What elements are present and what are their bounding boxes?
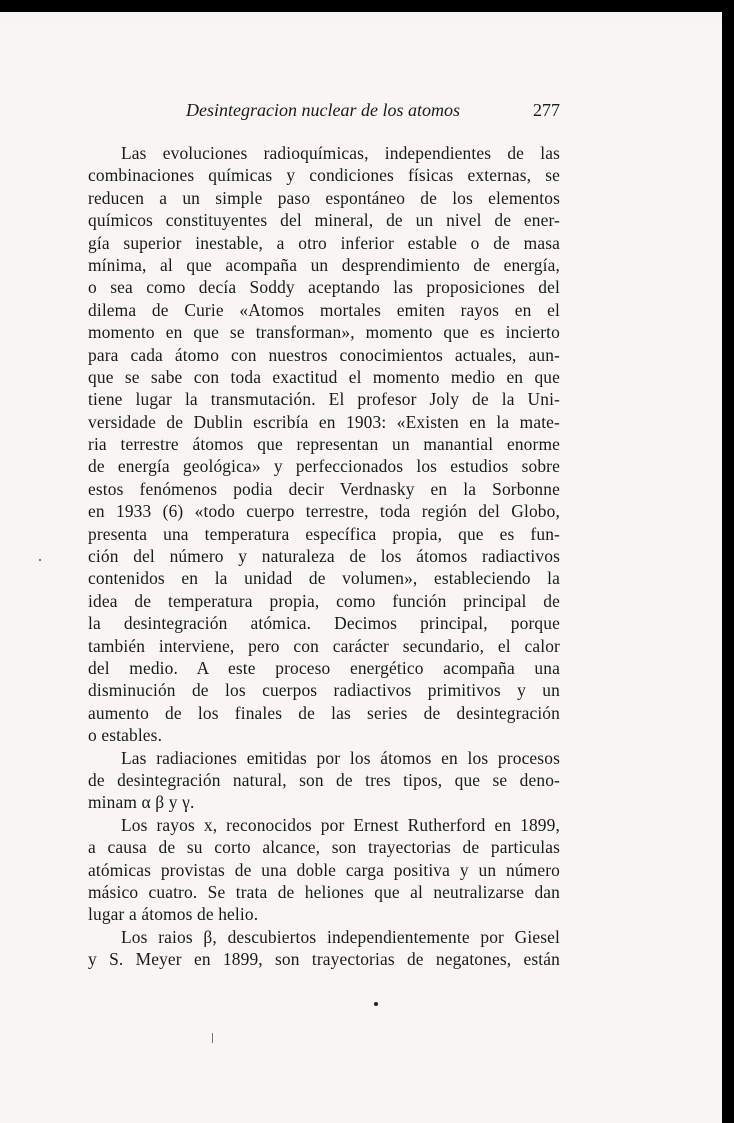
text-line: versidade de Dublin escribía en 1903: «Existen en la mate-: [88, 411, 560, 432]
text-line: disminución de los cuerpos radiactivos primitivos y un: [88, 680, 560, 701]
text-line: y S. Meyer en 1899, son trayectorias de negatones, están: [88, 949, 560, 970]
text-line: o sea como decía Soddy aceptando las proposiciones del: [88, 277, 560, 298]
text-line: contenidos en la unidad de volumen», estableciendo la: [88, 568, 560, 589]
text-line: lugar a átomos de helio.: [88, 904, 259, 925]
text-line: másico cuatro. Se trata de heliones que al neutralizarse dan: [88, 881, 560, 902]
text-line: reducen a un simple paso espontáneo de los elementos: [88, 187, 560, 208]
text-line: para cada átomo con nuestros conocimientos actuales, aun-: [88, 344, 560, 365]
scan-speck: [374, 1002, 378, 1006]
text-line: tiene lugar la transmutación. El profesor Joly de la Uni-: [88, 389, 560, 410]
text-line: atómicas provistas de una doble carga positiva y un número: [88, 859, 560, 880]
text-line: presenta una temperatura específica propia, que es fun-: [88, 523, 560, 544]
page-header: [186, 100, 560, 124]
text-line: a causa de su corto alcance, son trayectorias de particulas: [88, 837, 560, 858]
text-line: en 1933 (6) «todo cuerpo terrestre, toda región del Globo,: [88, 501, 560, 522]
text-line: también interviene, pero con carácter secundario, el calor: [88, 635, 560, 656]
running-title: Desintegracion nuclear de los atomos: [186, 100, 460, 120]
text-line: o estables.: [88, 725, 163, 746]
book-page: [0, 24, 722, 1123]
text-line: minam α β y γ.: [88, 792, 195, 813]
text-line: dilema de Curie «Atomos mortales emiten rayos en el: [88, 299, 560, 320]
text-line: mínima, al que acompaña un desprendimiento de energía,: [88, 254, 560, 275]
text-line: químicos constituyentes del mineral, de un nivel de ener-: [88, 210, 560, 231]
text-line: estos fenómenos podia decir Verdnasky en la Sorbonne: [88, 478, 560, 499]
text-line: idea de temperatura propia, como función principal de: [88, 590, 560, 611]
text-line: gía superior inestable, a otro inferior estable o de masa: [88, 232, 560, 253]
page-number: 277: [533, 100, 560, 120]
text-line: combinaciones químicas y condiciones físicas externas, se: [88, 165, 560, 186]
text-line: ria terrestre átomos que representan un manantial enorme: [88, 434, 560, 455]
text-line: del medio. A este proceso energético acompaña una: [88, 657, 560, 678]
text-line: momento en que se transforman», momento que es incierto: [88, 322, 560, 343]
text-line: Los raios β, descubiertos independientemente por Giesel: [121, 926, 560, 947]
text-line: ción del número y naturaleza de los átomos radiactivos: [88, 546, 560, 567]
text-line: Las evoluciones radioquímicas, independientes de las: [121, 143, 560, 163]
scan-speck: [212, 1033, 213, 1043]
text-line: Las radiaciones emitidas por los átomos en los procesos: [121, 747, 560, 768]
body-text: [88, 142, 560, 970]
text-line: Los rayos x, reconocidos por Ernest Rutherford en 1899,: [121, 814, 560, 835]
text-line: aumento de los finales de las series de desintegración: [88, 702, 560, 723]
text-line: la desintegración atómica. Decimos principal, porque: [88, 613, 560, 634]
text-line: de energía geológica» y perfeccionados los estudios sobre: [88, 456, 560, 477]
text-line: que se sabe con toda exactitud el momento medio en que: [88, 366, 560, 387]
scan-speck: [39, 559, 41, 561]
text-line: de desintegración natural, son de tres tipos, que se deno-: [88, 769, 560, 790]
